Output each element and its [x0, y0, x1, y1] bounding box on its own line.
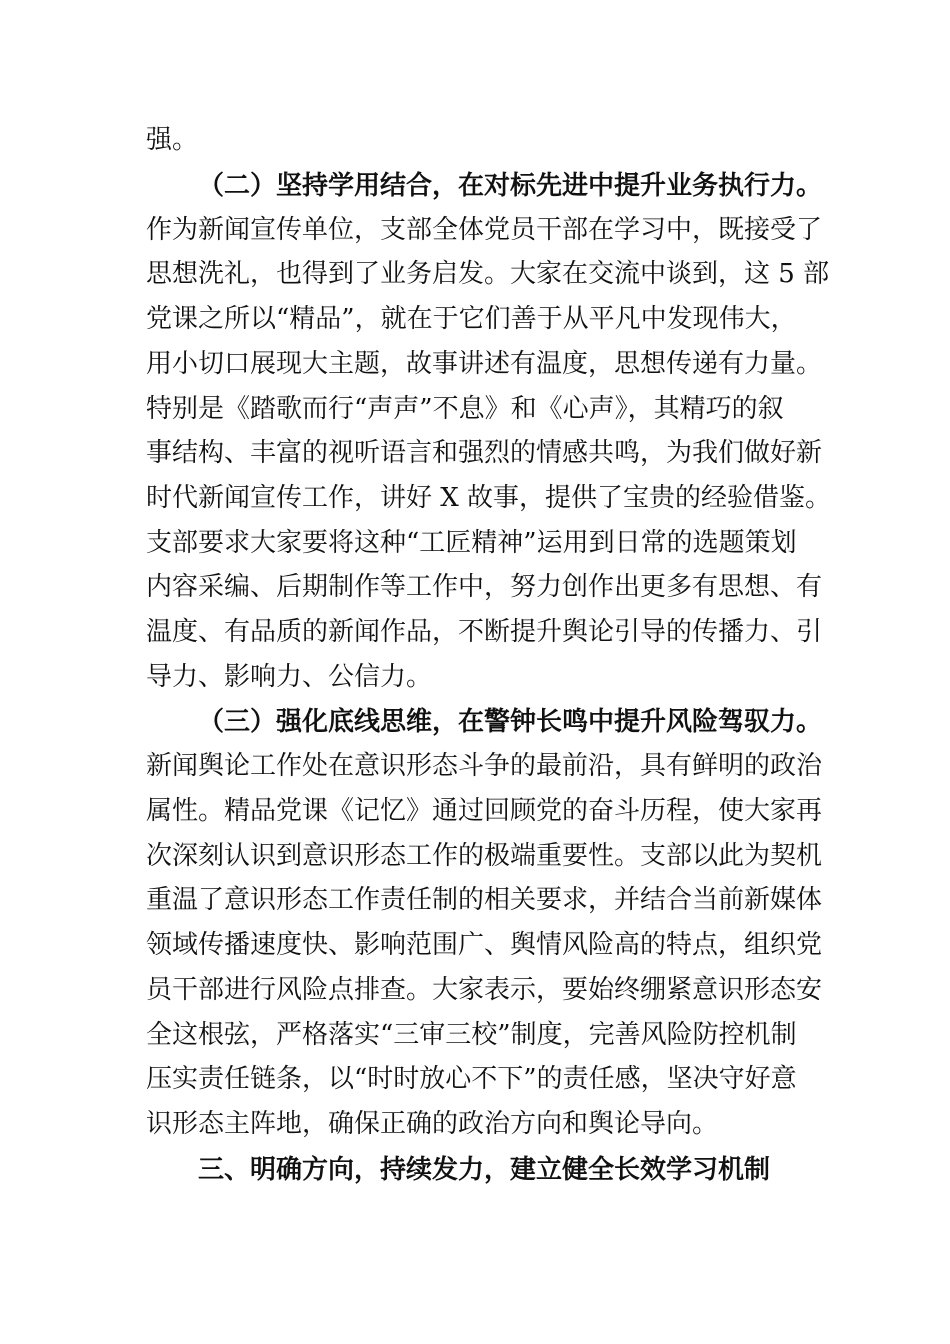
text-line: 次深刻认识到意识形态工作的极端重要性。支部以此为契机	[146, 841, 823, 871]
text-line: 全这根弦，严格落实“三审三校”制度，完善风险防控机制	[146, 1020, 797, 1050]
text-line: 员干部进行风险点排查。大家表示，要始终绷紧意识形态安	[146, 975, 823, 1005]
text-line: 强。	[146, 125, 199, 155]
text-line: 温度、有品质的新闻作品，不断提升舆论引导的传播力、引	[146, 617, 823, 647]
subheading-3: （三）强化底线思维，在警钟长鸣中提升风险驾驭力。	[198, 707, 823, 737]
text-line: 用小切口展现大主题，故事讲述有温度，思想传递有力量。	[146, 349, 823, 379]
section-heading: 三、明确方向，持续发力，建立健全长效学习机制	[198, 1155, 771, 1185]
text-line: 新闻舆论工作处在意识形态斗争的最前沿，具有鲜明的政治	[146, 751, 823, 781]
text-line: 属性。精品党课《记忆》通过回顾党的奋斗历程，使大家再	[146, 796, 823, 826]
text-line: 事结构、丰富的视听语言和强烈的情感共鸣，为我们做好新	[146, 438, 823, 468]
text-line: 作为新闻宣传单位，支部全体党员干部在学习中，既接受了	[146, 215, 823, 245]
text-line: 思想洗礼，也得到了业务启发。大家在交流中谈到，这 5 部	[146, 259, 830, 289]
text-line: 领域传播速度快、影响范围广、舆情风险高的特点，组织党	[146, 930, 823, 960]
text-line: 党课之所以“精品”，就在于它们善于从平凡中发现伟大，	[146, 304, 797, 334]
text-line: 压实责任链条，以“时时放心不下”的责任感，坚决守好意	[146, 1064, 797, 1094]
text-line: 识形态主阵地，确保正确的政治方向和舆论导向。	[146, 1109, 719, 1139]
text-line: 导力、影响力、公信力。	[146, 662, 433, 692]
text-line: 特别是《踏歌而行“声声”不息》和《心声》，其精巧的叙	[146, 394, 784, 424]
subheading-2: （二）坚持学用结合，在对标先进中提升业务执行力。	[198, 171, 823, 201]
text-line: 重温了意识形态工作责任制的相关要求，并结合当前新媒体	[146, 885, 823, 915]
text-line: 时代新闻宣传工作，讲好 X 故事，提供了宝贵的经验借鉴。	[146, 483, 832, 513]
text-line: 内容采编、后期制作等工作中，努力创作出更多有思想、有	[146, 572, 823, 602]
text-line: 支部要求大家要将这种“工匠精神”运用到日常的选题策划	[146, 528, 797, 558]
